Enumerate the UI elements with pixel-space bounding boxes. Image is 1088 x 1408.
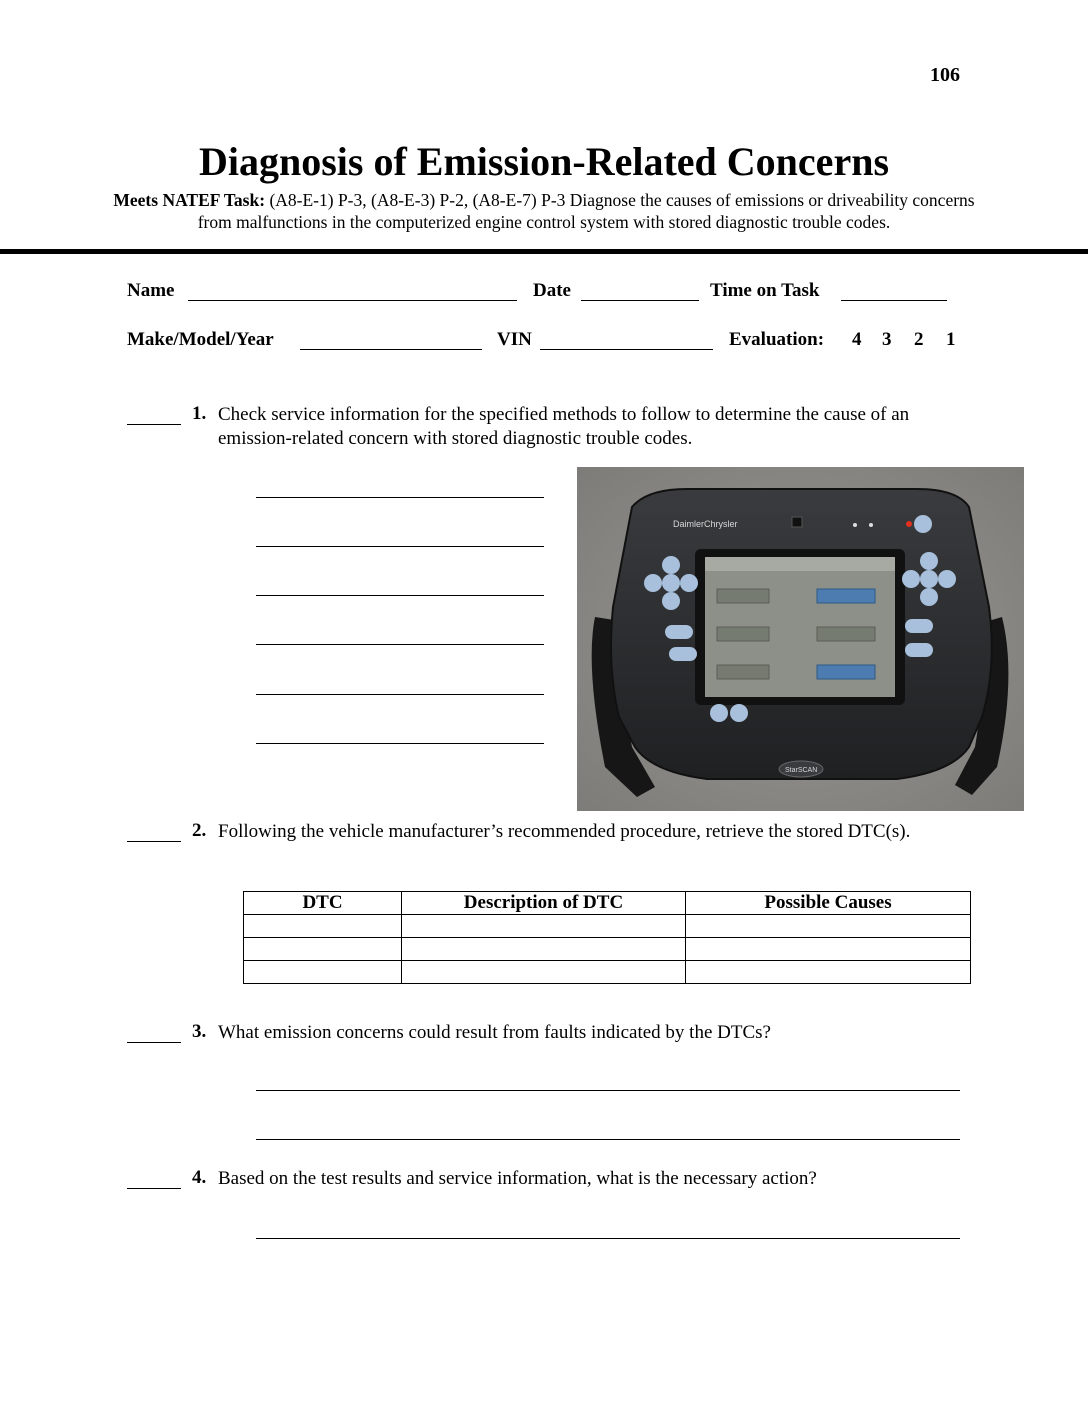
date-field[interactable] [581,300,699,301]
time-on-task-label: Time on Task [710,280,820,301]
table-cell[interactable] [244,938,402,961]
answer-line[interactable] [256,595,544,596]
evaluation-score[interactable]: 4 [852,329,862,350]
table-row [244,961,971,984]
answer-line[interactable] [256,1139,960,1140]
table-row [244,938,971,961]
natef-task [110,189,978,233]
make-model-year-label: Make/Model/Year [127,329,274,350]
dtc-table [243,891,971,984]
table-cell[interactable] [686,938,971,961]
page-title: Diagnosis of Emission-Related Concerns [198,139,890,184]
question-text: Following the vehicle manufacturer’s recommended procedure, retrieve the stored DTC(s). [218,821,911,842]
task-label: Meets NATEF Task: [113,190,266,210]
question-number: 2. [192,820,207,841]
scan-tool-photo [577,467,1024,811]
question-number: 1. [192,403,207,424]
evaluation-label: Evaluation: [729,329,825,350]
vin-label: VIN [497,329,532,350]
check-blank[interactable] [127,1188,181,1189]
table-cell[interactable] [402,961,686,984]
column-header: DTC [244,892,402,915]
answer-line[interactable] [256,546,544,547]
column-header: Possible Causes [686,892,971,915]
name-label: Name [127,280,175,301]
question-text: What emission concerns could result from faults indicated by the DTCs? [218,1022,771,1043]
table-cell[interactable] [686,915,971,938]
answer-line[interactable] [256,694,544,695]
question-text: Based on the test results and service information, what is the necessary action? [218,1168,817,1189]
date-label: Date [533,280,571,301]
table-header-row [244,892,971,915]
vin-field[interactable] [540,349,713,350]
question-number: 4. [192,1167,207,1188]
column-header: Description of DTC [402,892,686,915]
check-blank[interactable] [127,424,181,425]
table-row [244,915,971,938]
evaluation-score[interactable]: 2 [914,329,924,350]
device-label: StarSCAN [785,767,818,774]
answer-line[interactable] [256,1090,960,1091]
page-number: 106 [930,64,960,86]
evaluation-score[interactable]: 3 [882,329,892,350]
make-model-year-field[interactable] [300,349,482,350]
table-cell[interactable] [402,915,686,938]
answer-line[interactable] [256,1238,960,1239]
answer-line[interactable] [256,743,544,744]
table-cell[interactable] [244,915,402,938]
time-on-task-field[interactable] [841,300,947,301]
task-text: (A8-E-1) P-3, (A8-E-3) P-2, (A8-E-7) P-3 Diagnose the causes of emissions or driveability concerns from malfunctions in the computerized engine control system with stored diagnostic trouble codes. [197,190,975,232]
name-field[interactable] [188,300,517,301]
question-number: 3. [192,1021,207,1042]
check-blank[interactable] [127,1042,181,1043]
answer-line[interactable] [256,644,544,645]
evaluation-score[interactable]: 1 [946,329,956,350]
table-cell[interactable] [244,961,402,984]
table-cell[interactable] [686,961,971,984]
table-cell[interactable] [402,938,686,961]
question-text: Check service information for the specified methods to follow to determine the cause of an emission-related concern with stored diagnostic trouble codes. [218,404,910,449]
header-rule [0,249,1088,254]
check-blank[interactable] [127,841,181,842]
brand-logo: DaimlerChrysler [673,519,738,529]
answer-line[interactable] [256,497,544,498]
